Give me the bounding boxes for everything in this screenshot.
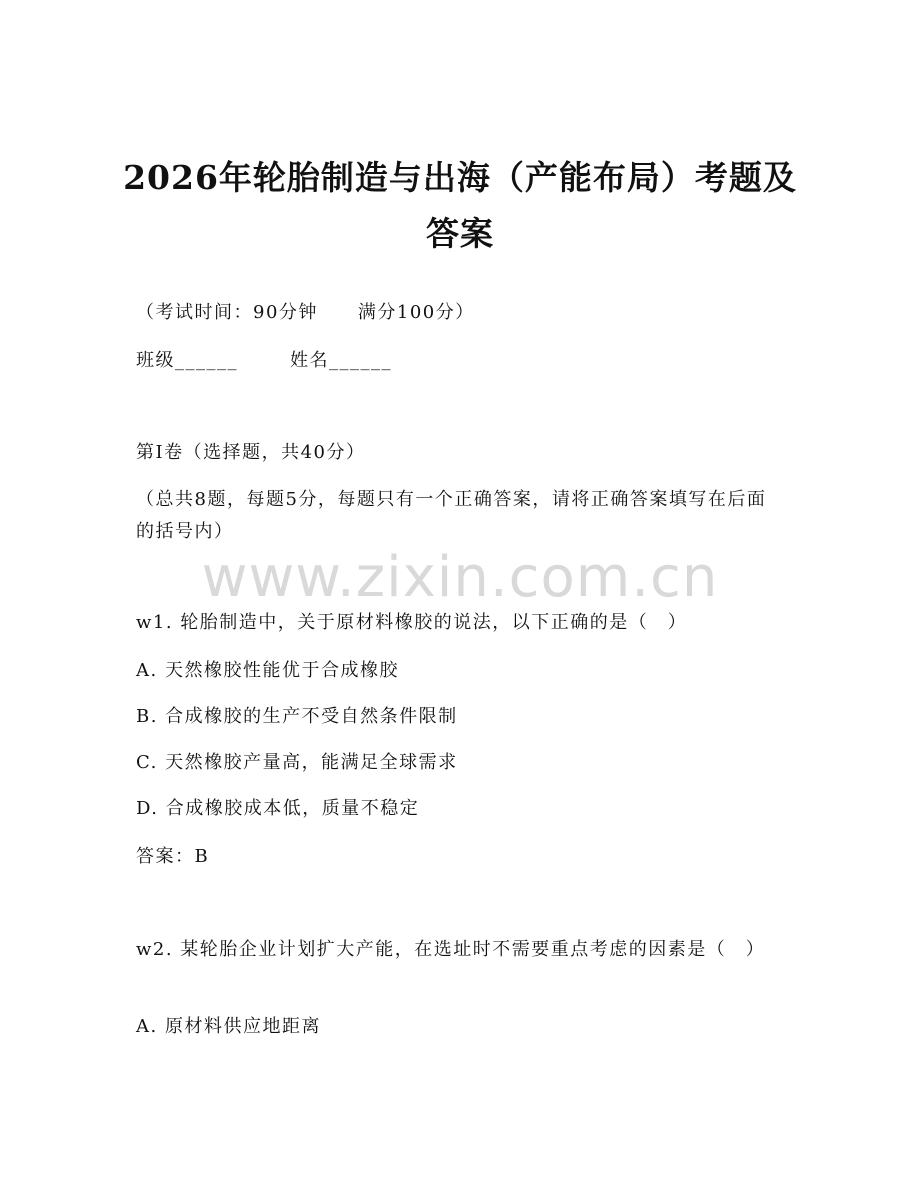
question-1-option-a: A. 天然橡胶性能优于合成橡胶: [136, 660, 399, 681]
question-1-stem: w1. 轮胎制造中，关于原材料橡胶的说法，以下正确的是（ ）: [136, 612, 688, 633]
title-line-2: 答案: [426, 214, 494, 253]
document-title: [100, 150, 820, 262]
question-1-option-d: D. 合成橡胶成本低，质量不稳定: [136, 798, 420, 819]
title-line-1: 2026年轮胎制造与出海（产能布局）考题及: [123, 158, 797, 197]
question-2-stem: w2. 某轮胎企业计划扩大产能，在选址时不需要重点考虑的因素是（ ）: [136, 939, 766, 960]
exam-time: （考试时间：90分钟: [136, 302, 318, 323]
question-1-option-c: C. 天然橡胶产量高，能满足全球需求: [136, 752, 458, 773]
question-1-option-b: B. 合成橡胶的生产不受自然条件限制: [136, 706, 458, 727]
class-field[interactable]: 班级______: [136, 350, 238, 371]
exam-score: 满分100分）: [357, 302, 475, 323]
question-2-option-a: A. 原材料供应地距离: [136, 1016, 321, 1037]
name-field[interactable]: 姓名______: [290, 350, 392, 371]
watermark: www.zixin.com.cn: [201, 545, 719, 610]
question-1-answer: 答案：B: [136, 846, 210, 867]
student-fields: [136, 346, 786, 376]
exam-info: [136, 298, 786, 328]
section-heading: 第I卷（选择题，共40分）: [136, 442, 366, 463]
section-instructions: （总共8题，每题5分，每题只有一个正确答案，请将正确答案填写在后面的括号内）: [136, 489, 767, 542]
